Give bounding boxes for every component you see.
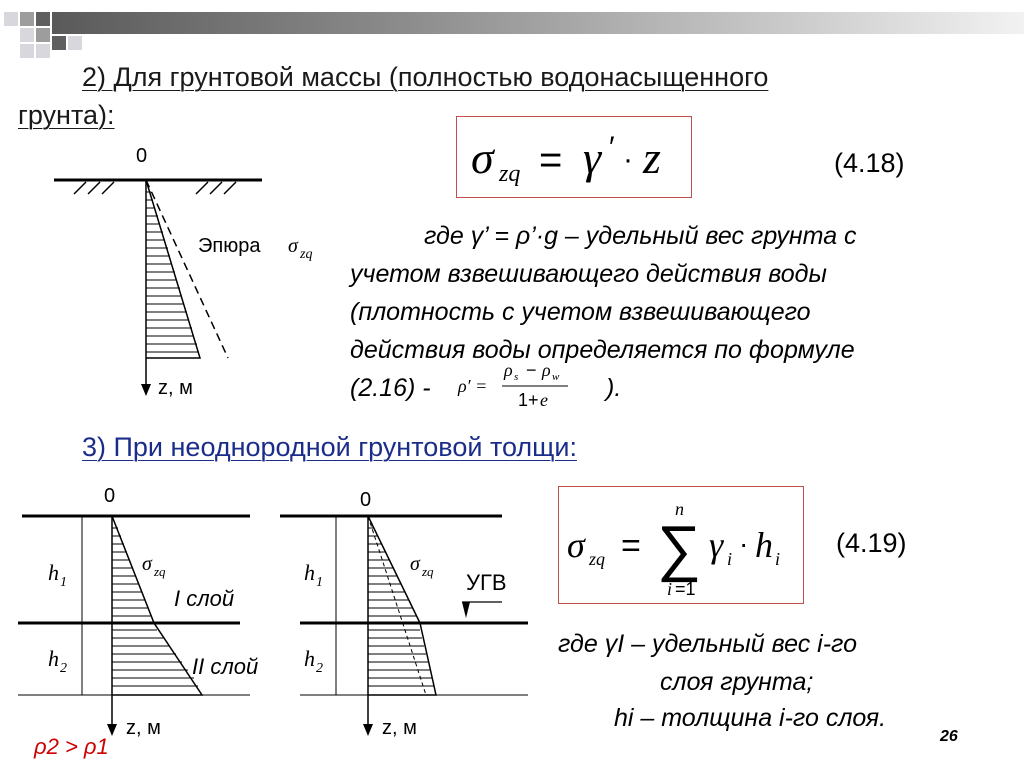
where-text-line5: (2.16) - (350, 374, 431, 402)
formula-rho-prime (452, 356, 574, 414)
svg-text:1+: 1+ (518, 390, 539, 410)
svg-text:s: s (514, 371, 519, 383)
top-decor-bar (52, 12, 1024, 34)
svg-text:σ: σ (471, 132, 494, 183)
svg-text:zq: zq (422, 564, 434, 579)
svg-text:zq: zq (300, 247, 313, 262)
svg-text:z, м: z, м (382, 717, 417, 739)
section-heading-3: 3) При неоднородной грунтовой толщи: (82, 432, 577, 462)
svg-text:γ: γ (709, 525, 724, 565)
layer-2-label: II слой (192, 654, 259, 679)
where-text-line5-end: ). (606, 374, 622, 402)
svg-text:σ: σ (142, 553, 152, 575)
where-4-19-line2: слоя грунта; (660, 668, 814, 696)
svg-text:i: i (727, 549, 733, 569)
where-text-line3: (плотность с учетом взвешивающего (350, 298, 811, 326)
decor-square (20, 44, 34, 58)
formula-box-4-18 (456, 116, 692, 198)
svg-text:z, м: z, м (126, 717, 161, 739)
decor-square (4, 12, 18, 26)
svg-text:·: · (623, 143, 633, 176)
layer-1-label: I слой (174, 586, 235, 611)
svg-text:σ: σ (288, 235, 298, 257)
where-4-19-line1: где γI – удельный вес i-го (558, 630, 857, 658)
diagram-single-layer (40, 140, 350, 410)
z-axis-label: z, м (158, 377, 193, 399)
where-text-line1: где γ’ = ρ’·g – удельный вес грунта с (424, 222, 857, 250)
svg-text:=: = (621, 527, 641, 565)
formula-4-18 (457, 117, 691, 197)
svg-text:h: h (304, 560, 315, 585)
svg-text:ρ′ =: ρ′ = (458, 376, 488, 396)
svg-text:1: 1 (316, 575, 323, 590)
svg-text:z: z (643, 132, 661, 183)
diagram-groundwater (270, 478, 540, 748)
section-heading-2: 2) Для грунтовой массы (полностью водонасыщенного (82, 62, 769, 92)
decor-square (36, 12, 50, 26)
svg-text:σ: σ (410, 553, 420, 575)
where-text-line4: действия воды определяется по формуле (350, 336, 855, 364)
diagram-two-layers (8, 478, 298, 767)
formula-4-19 (559, 487, 803, 603)
formula-box-4-19 (558, 486, 804, 604)
groundwater-label: УГВ (466, 570, 507, 595)
svg-text:e: e (540, 390, 548, 410)
equation-number-4-18: (4.18) (834, 148, 905, 178)
density-relation: ρ2 > ρ1 (34, 734, 109, 759)
svg-text:ρ: ρ (504, 360, 513, 380)
svg-text:=1: =1 (675, 579, 696, 599)
where-4-19-line3: hi – толщина i-го слоя. (614, 704, 887, 732)
origin-label: 0 (136, 145, 148, 167)
svg-text:0: 0 (104, 485, 116, 507)
svg-text:·: · (739, 528, 749, 559)
svg-text:0: 0 (360, 489, 372, 511)
section-heading-2-cont: грунта): (18, 100, 115, 130)
svg-text:w: w (552, 371, 560, 383)
svg-text:−: − (526, 360, 537, 380)
equation-number-4-19: (4.19) (836, 528, 907, 558)
svg-text:i: i (667, 579, 673, 599)
svg-text:1: 1 (60, 575, 67, 590)
page-number: 26 (940, 728, 958, 745)
svg-text:zq: zq (589, 549, 606, 569)
decor-square (36, 44, 50, 58)
svg-text:zq: zq (154, 564, 166, 579)
svg-text:∑: ∑ (657, 514, 702, 583)
svg-text:′: ′ (609, 131, 615, 164)
decor-square (20, 12, 34, 26)
decor-square (36, 28, 50, 42)
decor-square (52, 36, 66, 50)
svg-text:h: h (755, 525, 773, 565)
svg-text:h: h (304, 646, 315, 671)
svg-text:2: 2 (60, 661, 67, 676)
svg-text:σ: σ (567, 525, 585, 565)
decor-square (68, 36, 82, 50)
svg-text:ρ: ρ (542, 360, 551, 380)
svg-text:zq: zq (499, 161, 521, 187)
svg-text:=: = (539, 138, 563, 182)
epure-label: Эпюра (198, 235, 261, 257)
svg-text:2: 2 (316, 661, 323, 676)
where-text-line2: учетом взвешивающего действия воды (350, 260, 827, 288)
svg-text:h: h (48, 646, 59, 671)
svg-text:n: n (675, 499, 684, 519)
svg-text:i: i (775, 549, 781, 569)
svg-text:h: h (48, 560, 59, 585)
svg-text:γ: γ (583, 132, 602, 183)
decor-square (20, 28, 34, 42)
